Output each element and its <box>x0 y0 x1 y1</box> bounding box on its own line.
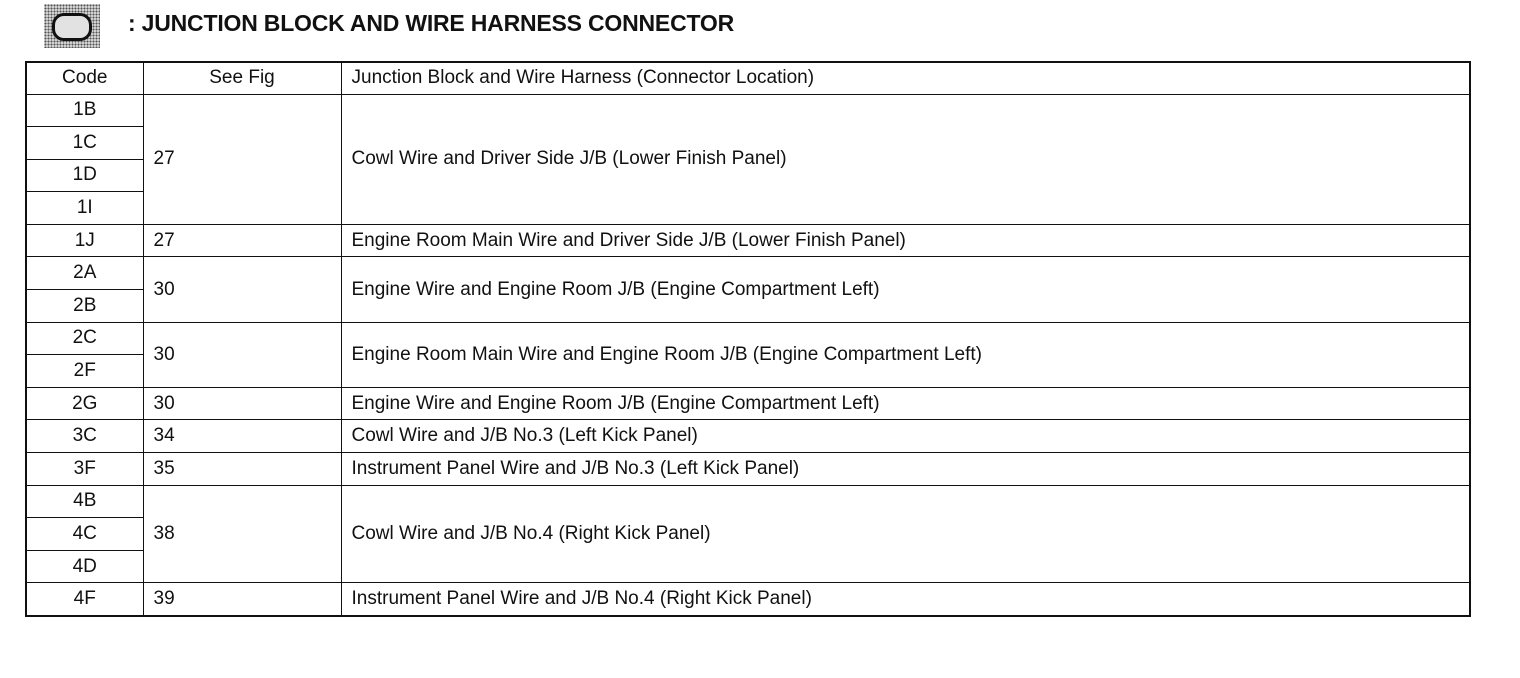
location-cell: Cowl Wire and Driver Side J/B (Lower Finish Panel) <box>341 94 1470 224</box>
see-fig-cell: 27 <box>143 224 341 257</box>
code-cell: 2B <box>26 290 143 323</box>
page-title: : JUNCTION BLOCK AND WIRE HARNESS CONNECTOR <box>128 9 735 36</box>
see-fig-cell: 35 <box>143 453 341 486</box>
code-cell: 4F <box>26 583 143 616</box>
see-fig-cell: 30 <box>143 387 341 420</box>
code-cell: 2A <box>26 257 143 290</box>
code-cell: 1C <box>26 127 143 160</box>
see-fig-cell: 27 <box>143 94 341 224</box>
code-cell: 4B <box>26 485 143 518</box>
table-row <box>26 453 1470 486</box>
code-cell: 3F <box>26 453 143 486</box>
table-row <box>26 420 1470 453</box>
table-body <box>26 94 1470 616</box>
column-header-location: Junction Block and Wire Harness (Connector Location) <box>341 62 1470 94</box>
code-cell: 1J <box>26 224 143 257</box>
column-header-see-fig: See Fig <box>143 62 341 94</box>
location-cell: Engine Wire and Engine Room J/B (Engine Compartment Left) <box>341 387 1470 420</box>
connector-outline-shape <box>52 13 92 41</box>
page-header <box>44 4 734 48</box>
code-cell: 1B <box>26 94 143 127</box>
code-cell: 1I <box>26 192 143 225</box>
table-row <box>26 224 1470 257</box>
code-cell: 3C <box>26 420 143 453</box>
table-row <box>26 94 1470 127</box>
location-cell: Engine Room Main Wire and Driver Side J/B (Lower Finish Panel) <box>341 224 1470 257</box>
location-cell: Cowl Wire and J/B No.4 (Right Kick Panel) <box>341 485 1470 583</box>
code-cell: 2G <box>26 387 143 420</box>
code-cell: 2C <box>26 322 143 355</box>
table-header-row <box>26 62 1470 94</box>
code-cell: 4D <box>26 550 143 583</box>
code-cell: 2F <box>26 355 143 388</box>
location-cell: Cowl Wire and J/B No.3 (Left Kick Panel) <box>341 420 1470 453</box>
see-fig-cell: 30 <box>143 322 341 387</box>
table-row <box>26 257 1470 290</box>
location-cell: Engine Room Main Wire and Engine Room J/B (Engine Compartment Left) <box>341 322 1470 387</box>
table-row <box>26 387 1470 420</box>
location-cell: Instrument Panel Wire and J/B No.3 (Left Kick Panel) <box>341 453 1470 486</box>
see-fig-cell: 38 <box>143 485 341 583</box>
junction-block-connector-icon <box>44 4 100 48</box>
location-cell: Instrument Panel Wire and J/B No.4 (Right Kick Panel) <box>341 583 1470 616</box>
table-row <box>26 322 1470 355</box>
code-cell: 4C <box>26 518 143 551</box>
location-cell: Engine Wire and Engine Room J/B (Engine Compartment Left) <box>341 257 1470 322</box>
table-row <box>26 485 1470 518</box>
see-fig-cell: 39 <box>143 583 341 616</box>
table-row <box>26 583 1470 616</box>
connector-table <box>25 61 1471 617</box>
see-fig-cell: 34 <box>143 420 341 453</box>
see-fig-cell: 30 <box>143 257 341 322</box>
column-header-code: Code <box>26 62 143 94</box>
code-cell: 1D <box>26 159 143 192</box>
